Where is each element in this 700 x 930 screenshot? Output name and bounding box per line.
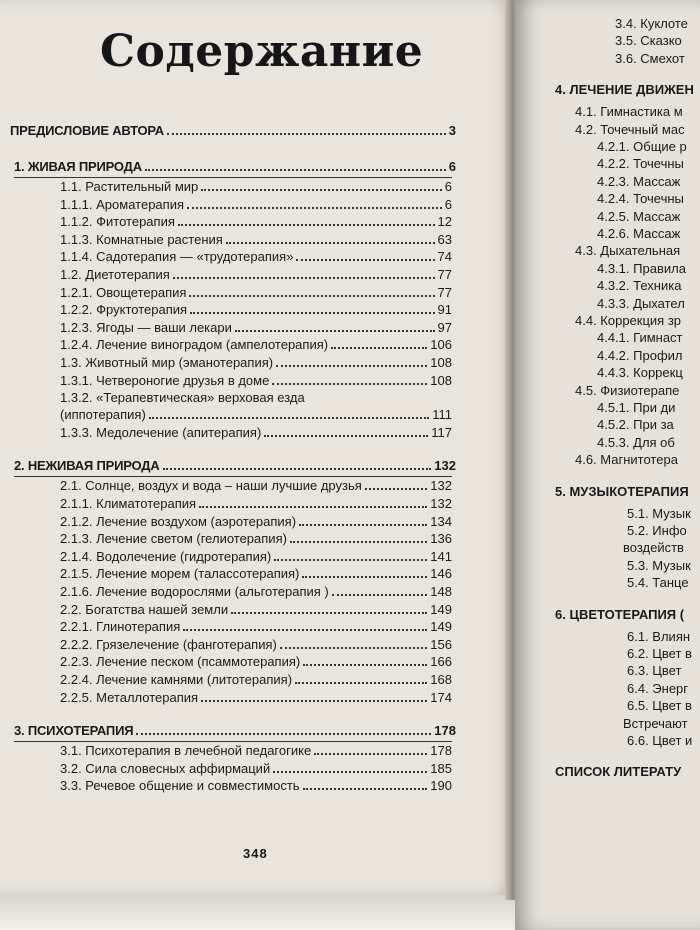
toc-page-number: 106 <box>430 337 452 353</box>
dot-leader <box>201 189 441 191</box>
dot-leader <box>303 664 427 666</box>
toc-chapter <box>14 458 456 474</box>
dot-leader <box>226 242 435 244</box>
toc-entry <box>60 302 452 318</box>
dot-leader <box>163 468 432 470</box>
toc-entry-label: 1.3.2. «Терапевтическая» верховая езда <box>60 390 305 406</box>
dot-leader <box>314 753 427 755</box>
dot-leader <box>136 733 431 735</box>
toc-entry <box>60 425 452 441</box>
toc-entry-label: 1.1.4. Садотерапия — «трудотерапия» <box>60 249 294 265</box>
toc-page-number: 117 <box>431 424 452 440</box>
toc-page-number: 108 <box>430 372 452 388</box>
toc-entry: 4.3.1. Правила <box>597 260 686 276</box>
dot-leader <box>272 383 427 385</box>
toc-entry-label: (иппотерапия) <box>60 407 146 423</box>
toc-page-number: 134 <box>430 513 452 529</box>
toc-entry-label: 3.2. Сила словесных аффирмаций <box>60 760 271 776</box>
toc-entry: 4.5.2. При за <box>597 417 674 433</box>
toc-entry-label: 1.2.2. Фруктотерапия <box>60 302 188 318</box>
toc-entry-label: 3.3. Речевое общение и совместимость <box>60 778 300 794</box>
toc-entry: 4.4. Коррекция зр <box>575 313 682 328</box>
dot-leader <box>365 488 428 490</box>
toc-entry-label: 2.1.6. Лечение водорослями (альготерапия ) <box>60 584 329 599</box>
toc-entry: 3.6. Смехот <box>615 50 685 66</box>
toc-entry-label: 2.2. Богатства нашей земли <box>60 601 229 617</box>
toc-entry <box>60 584 452 600</box>
toc-entry <box>60 637 452 653</box>
toc-page-number: 148 <box>430 584 452 599</box>
toc-page-number: 3 <box>448 123 456 138</box>
toc-entry: 3.4. Куклоте <box>615 16 688 31</box>
dot-leader <box>199 506 427 508</box>
toc-entry-label: 1. ЖИВАЯ ПРИРОДА <box>14 159 142 174</box>
toc-page-number: 166 <box>430 654 452 670</box>
dot-leader <box>280 647 427 649</box>
toc-page-number: 77 <box>437 267 452 282</box>
toc-entry-label: 1.3.3. Медолечение (апитерапия) <box>60 424 262 440</box>
toc-entry <box>60 514 452 530</box>
toc-chapter: СПИСОК ЛИТЕРАТУ <box>555 764 682 780</box>
toc-entry-label: 1.1. Растительный мир <box>60 179 199 194</box>
toc-entry: 6.4. Энерг <box>627 680 689 696</box>
toc-entry <box>60 602 452 618</box>
toc-page-number: 149 <box>430 601 452 617</box>
toc-page-number: 178 <box>434 723 456 739</box>
toc-entry <box>60 778 452 794</box>
toc-page-number: 6 <box>444 196 452 212</box>
page-bottom-edge <box>0 895 515 930</box>
toc-entry: 4.2. Точечный мас <box>575 121 685 137</box>
toc-page-number: 63 <box>437 231 452 247</box>
dot-leader <box>145 169 446 171</box>
toc-entry-label: 1.1.1. Ароматерапия <box>60 196 184 212</box>
toc-page-number: 190 <box>430 778 452 794</box>
toc-page-number: 149 <box>430 619 452 635</box>
toc-page-number: 185 <box>430 760 452 776</box>
toc-entry: 4.4.3. Коррекц <box>597 365 683 381</box>
toc-entry-label: ПРЕДИСЛОВИЕ АВТОРА <box>10 123 164 138</box>
toc-entry: 4.4.2. Профил <box>597 347 683 363</box>
toc-entry-label: 2.2.1. Глинотерапия <box>60 619 181 635</box>
toc-chapter <box>14 159 456 175</box>
dot-leader <box>302 576 427 578</box>
toc-preface <box>10 123 456 139</box>
toc-entry <box>60 654 452 670</box>
toc-entry-label: 1.2. Диетотерапия <box>60 267 170 282</box>
dot-leader <box>273 771 427 773</box>
toc-entry-label: 1.1.3. Комнатные растения <box>60 231 223 247</box>
toc-entry <box>60 743 452 759</box>
toc-page-number: 77 <box>437 284 452 300</box>
page-number: 348 <box>243 846 268 861</box>
toc-entry-label: 2.2.2. Грязелечение (фанготерапия) <box>60 636 277 652</box>
toc-page-number: 12 <box>437 214 452 230</box>
toc-entry-label: 3. ПСИХОТЕРАПИЯ <box>14 723 134 739</box>
toc-page-number: 132 <box>434 458 456 474</box>
toc-entry-label: 1.3. Животный мир (эманотерапия) <box>60 355 274 370</box>
toc-page-number: 174 <box>430 689 452 705</box>
toc-entry: 4.4.1. Гимнаст <box>597 330 683 346</box>
toc-entry: 6.3. Цвет <box>627 663 682 679</box>
dot-leader <box>178 224 435 226</box>
toc-entry-label: 2.1.1. Климатотерапия <box>60 496 197 511</box>
toc-page-number: 97 <box>437 319 452 335</box>
toc-entry <box>60 337 452 353</box>
chapter-underline <box>14 476 452 477</box>
toc-entry: 6.5. Цвет в <box>627 698 692 714</box>
toc-entry: 4.2.2. Точечны <box>597 156 684 172</box>
dot-leader <box>189 295 434 297</box>
dot-leader <box>303 788 428 790</box>
toc-entry-label: 2.2.3. Лечение песком (псаммотерапия) <box>60 654 301 670</box>
toc-entry: Встречают <box>623 715 688 731</box>
dot-leader <box>299 524 427 526</box>
dot-leader <box>201 700 427 702</box>
toc-page-number: 156 <box>430 636 452 652</box>
toc-entry <box>60 249 452 265</box>
toc-entry-label: 1.3.1. Четвероногие друзья в доме <box>60 372 270 388</box>
toc-entry: 4.2.1. Общие р <box>597 139 687 154</box>
toc-entry <box>60 407 452 423</box>
toc-entry <box>60 690 452 706</box>
toc-entry-label: 3.1. Психотерапия в лечебной педагогике <box>60 743 312 759</box>
dot-leader <box>187 207 442 209</box>
toc-page-number: 6 <box>448 159 456 174</box>
toc-entry-label: 2.1.4. Водолечение (гидротерапия) <box>60 548 272 564</box>
toc-entry: воздейств <box>623 540 684 556</box>
dot-leader <box>231 612 427 614</box>
toc-page-number: 91 <box>437 302 452 318</box>
dot-leader <box>296 259 434 261</box>
dot-leader <box>274 559 427 561</box>
toc-entry <box>60 214 452 230</box>
toc-page-number: 141 <box>430 548 452 564</box>
toc-entry: 4.1. Гимнастика м <box>575 104 683 120</box>
toc-entry <box>60 549 452 565</box>
toc-entry <box>60 478 452 494</box>
toc-entry-label: 2.1.2. Лечение воздухом (аэротерапия) <box>60 513 297 529</box>
toc-entry <box>60 197 452 213</box>
toc-entry-label: 1.2.3. Ягоды — ваши лекари <box>60 319 232 335</box>
dot-leader <box>149 417 429 419</box>
dot-leader <box>295 682 427 684</box>
dot-leader <box>276 365 427 367</box>
toc-page-number: 111 <box>432 407 452 423</box>
toc-entry <box>60 232 452 248</box>
dot-leader <box>332 594 428 596</box>
toc-entry: 3.5. Сказко <box>615 33 682 49</box>
dot-leader <box>235 330 435 332</box>
toc-entry: 5.3. Музык <box>627 557 691 573</box>
toc-page-number: 146 <box>430 566 452 582</box>
toc-page-number: 132 <box>430 496 452 511</box>
dot-leader <box>190 312 435 314</box>
chapter-underline <box>14 177 452 178</box>
toc-page-number: 108 <box>430 355 452 370</box>
toc-chapter: 4. ЛЕЧЕНИЕ ДВИЖЕН <box>555 82 694 98</box>
dot-leader <box>290 541 427 543</box>
toc-entry: 4.5. Физиотерапе <box>575 382 680 398</box>
toc-entry: 6.1. Влиян <box>627 628 691 644</box>
toc-page-number: 74 <box>437 249 452 265</box>
toc-entry <box>60 531 452 547</box>
toc-entry: 4.2.6. Массаж <box>597 226 681 241</box>
dot-leader <box>331 347 427 349</box>
dot-leader <box>264 435 428 437</box>
toc-entry <box>60 267 452 283</box>
toc-chapter: 5. МУЗЫКОТЕРАПИЯ <box>555 483 689 499</box>
page-title: Содержание <box>100 26 424 77</box>
toc-entry-label: 2.1.3. Лечение светом (гелиотерапия) <box>60 531 287 547</box>
toc-entry: 5.2. Инфо <box>627 523 687 538</box>
toc-entry <box>60 672 452 688</box>
toc-entry: 4.2.5. Массаж <box>597 208 681 224</box>
toc-entry: 4.3.3. Дыхател <box>597 295 685 311</box>
right-page <box>515 0 700 930</box>
toc-entry <box>60 566 452 582</box>
toc-entry <box>60 285 452 301</box>
toc-page-number: 132 <box>430 478 452 494</box>
toc-page-number: 178 <box>430 743 452 759</box>
toc-entry: 6.2. Цвет в <box>627 646 692 661</box>
dot-leader <box>167 133 446 135</box>
toc-entry-label: 2.2.4. Лечение камнями (литотерапия) <box>60 672 293 687</box>
toc-page-number: 168 <box>430 672 452 687</box>
toc-entry <box>60 496 452 512</box>
toc-entry <box>60 355 452 371</box>
toc-chapter: 6. ЦВЕТОТЕРАПИЯ ( <box>555 606 685 622</box>
toc-page-number: 136 <box>430 531 452 547</box>
toc-entry <box>60 619 452 635</box>
toc-chapter <box>14 723 456 739</box>
toc-entry-label: 2. НЕЖИВАЯ ПРИРОДА <box>14 458 160 474</box>
toc-entry: 5.1. Музык <box>627 505 691 521</box>
toc-entry: 5.4. Танце <box>627 575 689 591</box>
toc-entry <box>60 179 452 195</box>
toc-entry-label: 1.2.4. Лечение виноградом (ампелотерапия) <box>60 337 329 353</box>
toc-entry <box>60 761 452 777</box>
dot-leader <box>173 277 435 279</box>
toc-entry: 4.2.3. Массаж <box>597 173 681 189</box>
toc-entry: 4.3. Дыхательная <box>575 243 681 259</box>
toc-entry: 4.6. Магнитотера <box>575 452 678 468</box>
toc-entry-label: 1.1.2. Фитотерапия <box>60 214 175 230</box>
toc-entry-label: 2.2.5. Металлотерапия <box>60 689 199 705</box>
dot-leader <box>183 629 427 631</box>
toc-entry-label: 1.2.1. Овощетерапия <box>60 284 187 300</box>
toc-entry <box>60 373 452 389</box>
toc-entry-label: 2.1. Солнце, воздух и вода – наши лучшие друзья <box>60 478 362 494</box>
toc-entry: 4.2.4. Точечны <box>597 191 684 207</box>
toc-page-number: 6 <box>444 179 452 194</box>
toc-entry-label: 2.1.5. Лечение морем (талассотерапия) <box>60 566 300 582</box>
toc-entry: 4.3.2. Техника <box>597 278 682 294</box>
chapter-underline <box>14 741 452 742</box>
toc-entry <box>60 320 452 336</box>
toc-entry: 4.5.3. Для об <box>597 434 675 450</box>
toc-entry: 6.6. Цвет и <box>627 733 693 748</box>
toc-entry: 4.5.1. При ди <box>597 400 676 415</box>
